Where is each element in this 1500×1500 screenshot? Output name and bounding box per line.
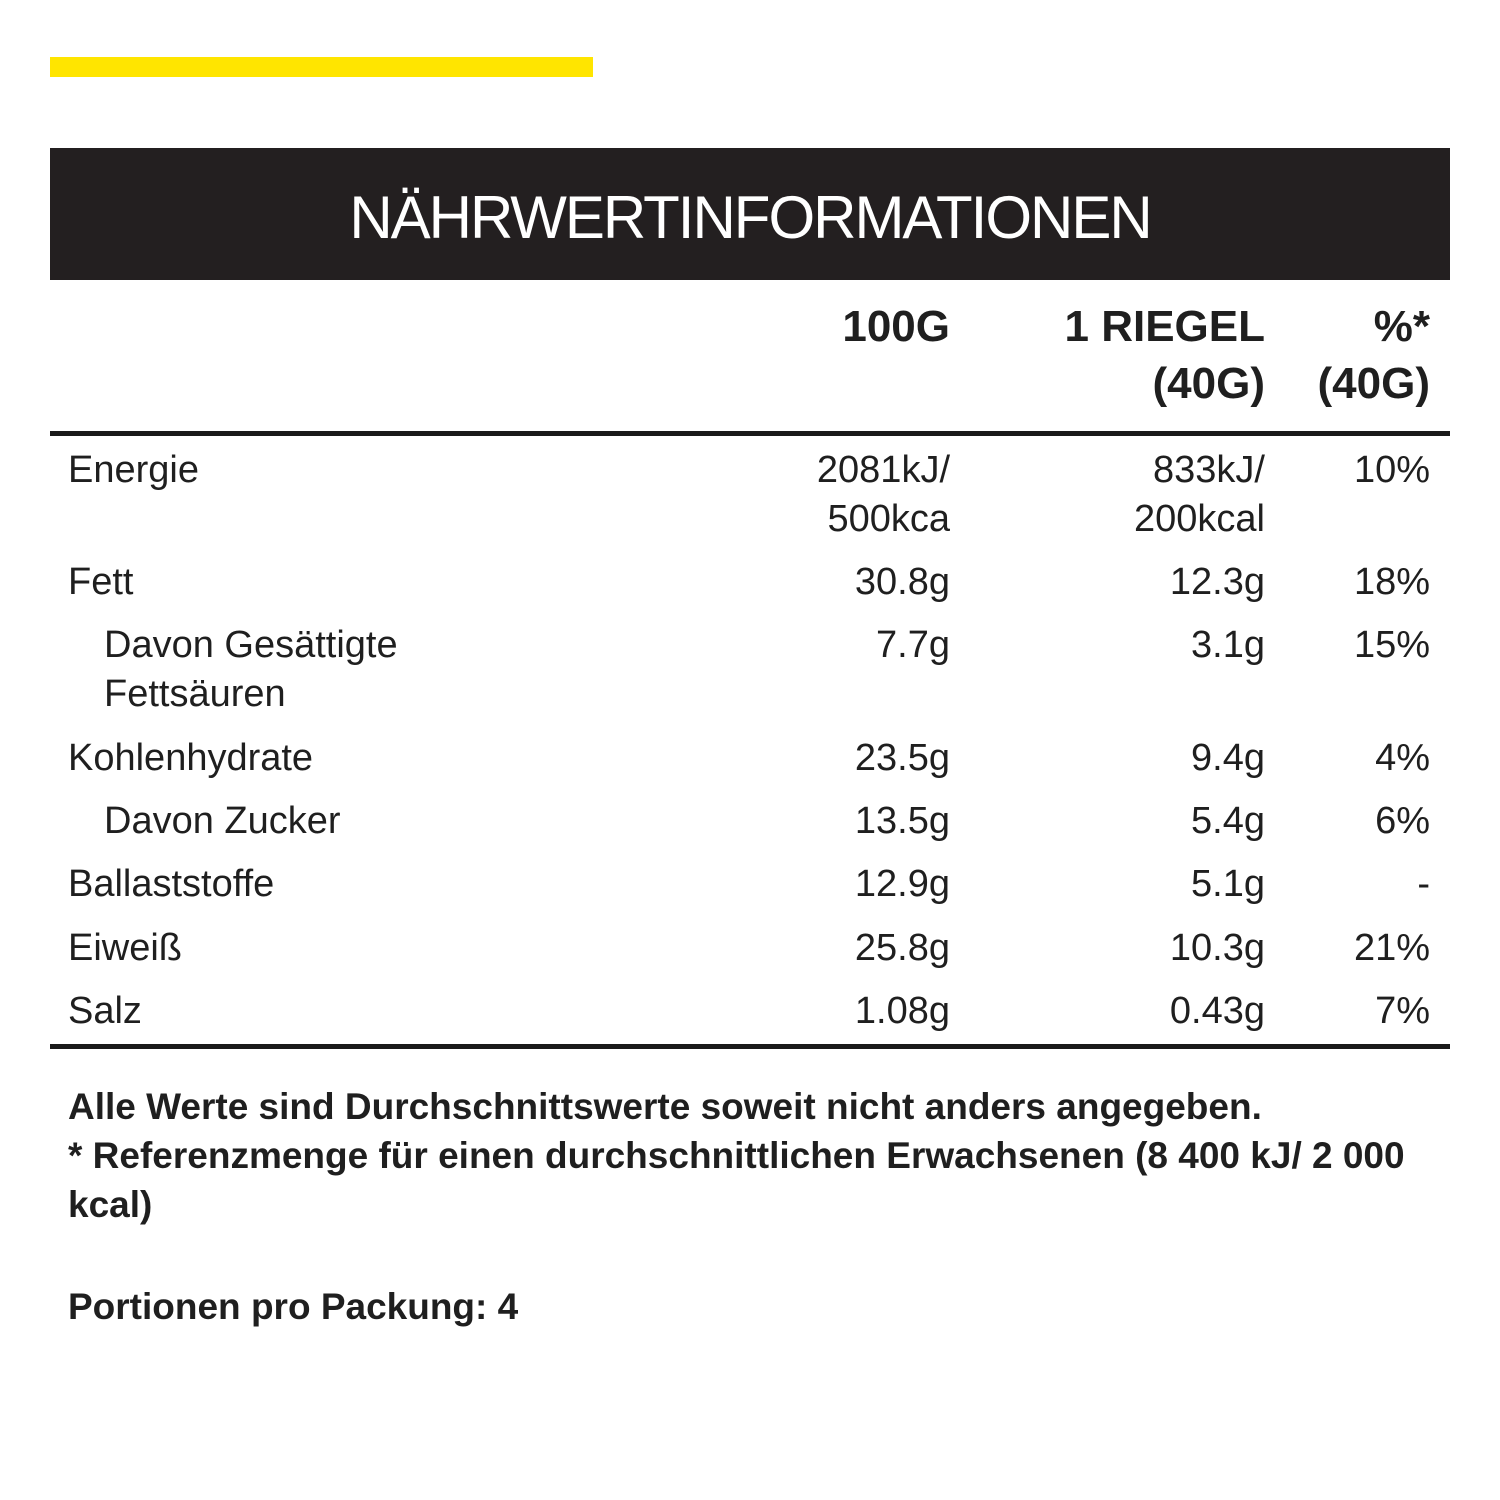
row-label-saturated-fat bbox=[104, 621, 398, 719]
value-percent: 4% bbox=[1375, 737, 1430, 779]
table-top-rule bbox=[50, 431, 1450, 436]
row-label-energy: Energie bbox=[68, 449, 199, 491]
column-header-per-bar bbox=[1065, 298, 1266, 412]
value-percent: 10% bbox=[1353, 449, 1430, 491]
row-label-fibre: Ballaststoffe bbox=[68, 863, 275, 905]
footnote-averages: Alle Werte sind Durchschnittswerte soweit nicht anders angegeben. bbox=[68, 1086, 1262, 1127]
value-percent: - bbox=[1417, 863, 1430, 905]
value-per-100g bbox=[817, 446, 950, 544]
page-title: NÄHRWERTINFORMATIONEN bbox=[349, 183, 1151, 251]
value-per-bar: 5.4g bbox=[1191, 800, 1265, 842]
footnote-reference-intake: * Referenzmenge für einen durchschnittlichen Erwachsenen (8 400 kJ/ 2 000 kcal) bbox=[68, 1135, 1405, 1225]
table-bottom-rule bbox=[50, 1044, 1450, 1049]
value-percent: 15% bbox=[1353, 624, 1430, 666]
value-percent: 7% bbox=[1375, 990, 1430, 1032]
column-header-per-bar-line1: 1 RIEGEL bbox=[1064, 302, 1265, 351]
value-per-bar: 0.43g bbox=[1169, 990, 1265, 1032]
value-per-bar: 5.1g bbox=[1191, 863, 1265, 905]
value-per-100g: 23.5g bbox=[854, 737, 950, 779]
value-per-100g: 30.8g bbox=[854, 561, 950, 603]
value-line: 200kcal bbox=[1134, 498, 1265, 540]
portions-per-pack: Portionen pro Packung: 4 bbox=[68, 1286, 519, 1327]
value-per-bar: 12.3g bbox=[1169, 561, 1265, 603]
value-per-100g: 25.8g bbox=[854, 927, 950, 969]
value-per-bar: 3.1g bbox=[1191, 624, 1265, 666]
label-line: Davon Gesättigte bbox=[104, 624, 398, 666]
column-header-percent-line2: (40G) bbox=[1317, 359, 1430, 408]
column-header-100g: 100G bbox=[842, 302, 950, 351]
value-percent: 18% bbox=[1353, 561, 1430, 603]
column-header-percent bbox=[1318, 298, 1430, 412]
title-banner bbox=[50, 148, 1450, 280]
value-line: 2081kJ/ bbox=[816, 449, 950, 491]
value-line: 500kca bbox=[827, 498, 950, 540]
value-per-bar: 9.4g bbox=[1191, 737, 1265, 779]
value-per-100g: 13.5g bbox=[854, 800, 950, 842]
value-per-100g: 12.9g bbox=[854, 863, 950, 905]
footnote bbox=[68, 1082, 1458, 1229]
row-label-fat: Fett bbox=[68, 561, 134, 603]
label-line: Fettsäuren bbox=[104, 673, 286, 715]
column-header-percent-line1: %* bbox=[1373, 302, 1430, 351]
row-label-protein: Eiweiß bbox=[68, 927, 183, 969]
value-percent: 21% bbox=[1353, 927, 1430, 969]
accent-bar bbox=[50, 57, 593, 77]
value-line: 833kJ/ bbox=[1153, 449, 1265, 491]
table-header bbox=[50, 290, 1450, 430]
value-per-bar: 10.3g bbox=[1169, 927, 1265, 969]
row-label-carbohydrates: Kohlenhydrate bbox=[68, 737, 314, 779]
value-per-100g: 7.7g bbox=[876, 624, 950, 666]
value-percent: 6% bbox=[1375, 800, 1430, 842]
row-label-salt: Salz bbox=[68, 990, 142, 1032]
row-label-sugar: Davon Zucker bbox=[104, 800, 341, 842]
value-per-100g: 1.08g bbox=[854, 990, 950, 1032]
column-header-per-bar-line2: (40G) bbox=[1152, 359, 1265, 408]
value-per-bar bbox=[1134, 446, 1265, 544]
